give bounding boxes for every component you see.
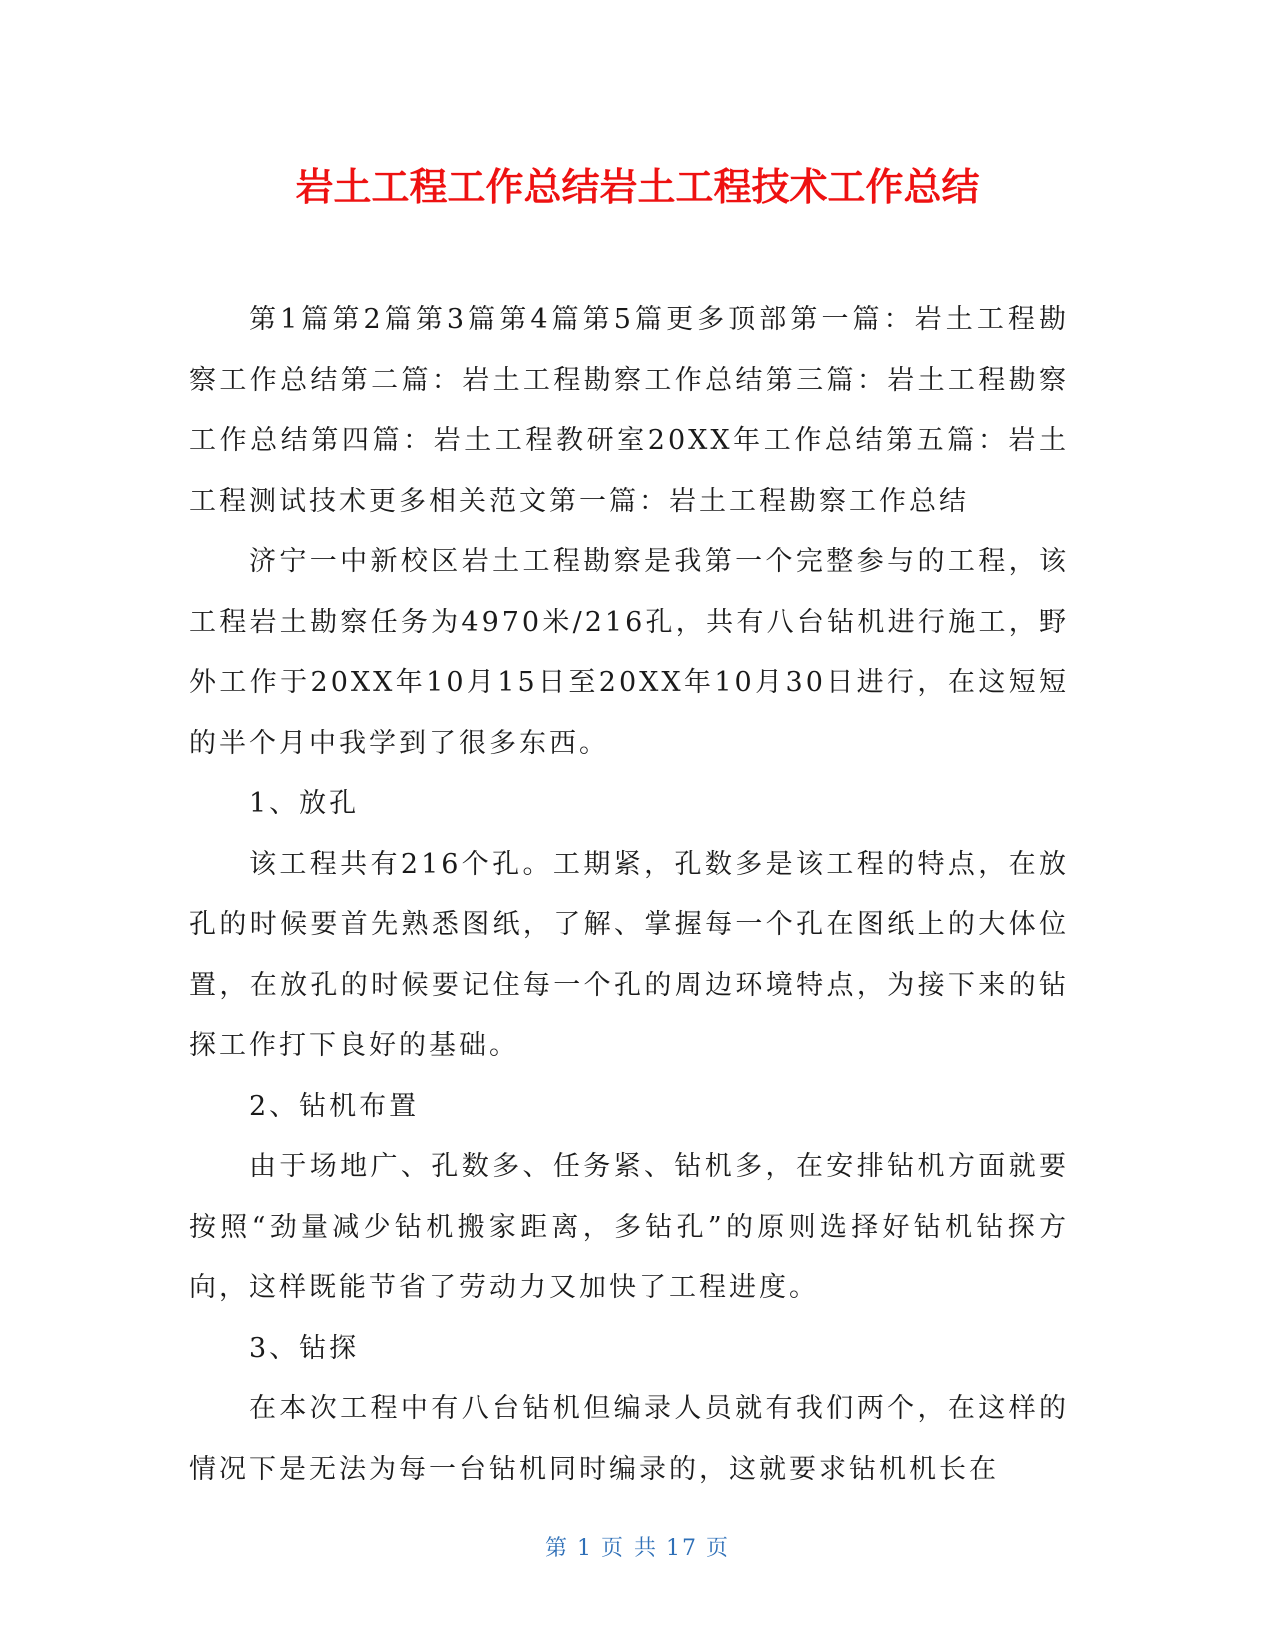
heading-section-1: 1、放孔 [249, 788, 360, 819]
document-title: 岩土工程工作总结岩土工程技术工作总结 [295, 165, 980, 209]
paragraph-intro: 济宁一中新校区岩土工程勘察是我第一个完整参与的工程，该工程岩土勘察任务为4970米/216孔，共有八台钻机进行施工，野外工作于20XX年10月15日至20XX年10月30日进行，在这短短的半个月中我学到了很多东西。 [189, 546, 1069, 759]
paragraph-section-2: 由于场地广、孔数多、任务紧、钻机多，在安排钻机方面就要按照“劲量减少钻机搬家距离，多钻孔”的原则选择好钻机钻探方向，这样既能节省了劳动力又加快了工程进度。 [189, 1151, 1069, 1303]
page-footer [0, 1534, 1275, 1564]
footer-suffix: 页 [706, 1536, 731, 1561]
paragraph-section-3: 在本次工程中有八台钻机但编录人员就有我们两个，在这样的情况下是无法为每一台钻机同时编录的，这就要求钻机机长在 [189, 1393, 1069, 1485]
footer-total-pages: 17 [666, 1536, 698, 1561]
footer-middle: 页 共 [601, 1536, 658, 1561]
document-body [189, 290, 1069, 1500]
paragraph-section-1: 该工程共有216个孔。工期紧，孔数多是该工程的特点，在放孔的时候要首先熟悉图纸，了解、掌握每一个孔在图纸上的大体位置，在放孔的时候要记住每一个孔的周边环境特点，为接下来的钻探工作打下良好的基础。 [189, 848, 1069, 1061]
paragraph-table-of-contents: 第1篇第2篇第3篇第4篇第5篇更多顶部第一篇：岩土工程勘察工作总结第二篇：岩土工程勘察工作总结第三篇：岩土工程勘察工作总结第四篇：岩土工程教研室20XX年工作总结第五篇：岩土工程测试技术更多相关范文第一篇：岩土工程勘察工作总结 [189, 304, 1069, 517]
heading-section-3: 3、钻探 [249, 1332, 360, 1364]
footer-page-number: 1 [577, 1536, 593, 1561]
footer-prefix: 第 [544, 1536, 569, 1561]
heading-section-2: 2、钻机布置 [249, 1090, 420, 1122]
